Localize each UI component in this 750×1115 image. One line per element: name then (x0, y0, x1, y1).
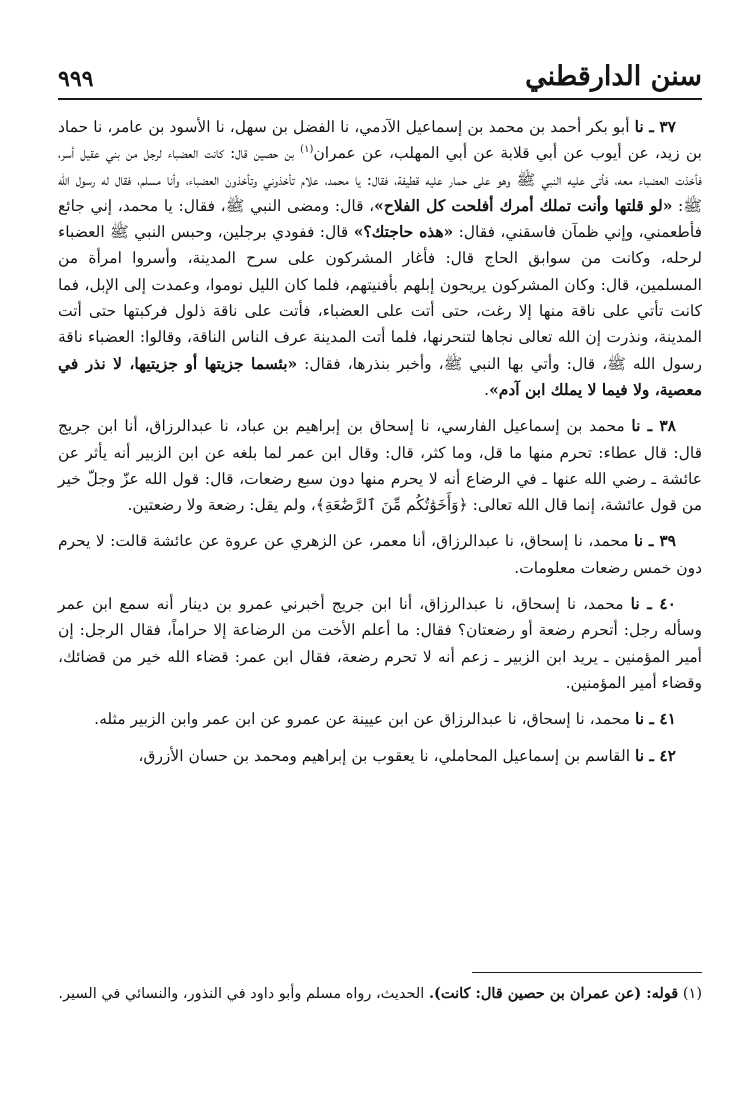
footnote-marker: (١) (682, 986, 702, 1002)
hadith-37 (58, 114, 702, 403)
hadith-number: ٤٠ ـ نا (630, 594, 676, 614)
page (58, 58, 702, 779)
narration-text: ، ولم يقل: رضعة ولا رضعتين. (127, 496, 316, 515)
hadith-number: ٣٧ ـ نا (634, 117, 676, 136)
chain-text: أبو بكر أحمد بن محمد بن إسماعيل الآدمي، نا الفضل بن سهل، نا الأسود بن عامر، نا حماد بن زيد، عن أيوب عن أبي قلابة عن أبي المهلب، عن عمران (58, 118, 702, 163)
prophetic-quote: «بئسما جزيتها أو جزيتيها، لا نذر في معصية، ولا فيما لا يملك ابن آدم» (58, 353, 702, 399)
hadith-38 (58, 413, 702, 518)
hadith-39 (58, 528, 702, 581)
footnote-1 (58, 981, 702, 1007)
footnote-text: الحديث، رواه مسلم وأبو داود في النذور، والنسائي في السير. (58, 986, 429, 1002)
quran-verse: ﴿وَأَخَوَٰتُكُم مِّنَ ٱلرَّضَٰعَةِ﴾ (315, 496, 468, 515)
narration-text: بن حصين قال: كانت العضباء لرجل من بني عقيل أسر، فأخذت العضباء معه، فأتى عليه النبي ﷺ وهو على حمار عليه قطيفة، فقال: يا محمد، علام تأخذوني وتأخذون العضباء، وأنا مسلم، فقال له رسول الله ﷺ: (58, 144, 703, 215)
hadith-41 (58, 706, 702, 732)
narration-text: محمد، نا إسحاق، نا عبدالرزاق، أنا معمر، عن الزهري عن عروة عن عائشة قالت: لا يحرم دون خمس رضعات معلومات. (58, 532, 702, 577)
page-number: ٩٩٩ (58, 66, 94, 92)
narration-text: محمد، نا إسحاق، نا عبدالرزاق، أنا ابن جريج أخبرني عمرو بن دينار أنه سمع ابن عمر وسأله رجل: أتحرم رضعة أو رضعتان؟ فقال: ما أعلم الأخت من الرضاعة إلا حراماً، فقال الرجل: إن أمير المؤمنين ـ يريد ابن الزبير ـ زعم أنه لا تحرم رضعة، فقال ابن عمر: قضاء الله خير من قضائك، وقضاء أمير المؤمنين. (58, 595, 702, 692)
prophetic-quote: «هذه حاجتك؟» (353, 222, 454, 242)
hadith-number: ٤١ ـ نا (634, 709, 676, 729)
footnote-label: قوله: (عن عمران بن حصين قال: كانت). (428, 985, 679, 1002)
book-title: سنن الدارقطني (525, 61, 702, 92)
hadith-42 (58, 743, 702, 769)
hadith-number: ٣٨ ـ نا (631, 416, 676, 436)
hadith-number: ٣٩ ـ نا (634, 531, 677, 551)
hadith-number: ٤٢ ـ نا (634, 745, 676, 765)
footnote-divider (472, 972, 702, 973)
narration-text: . (484, 380, 490, 399)
narration-text: محمد، نا إسحاق، نا عبدالرزاق عن ابن عيينة عن عمرو عن ابن عمر وابن الزبير مثله. (94, 710, 635, 729)
hadith-40 (58, 591, 702, 696)
footnotes (58, 972, 702, 1007)
prophetic-quote: «لو قلتها وأنت تملك أمرك أفلحت كل الفلاح» (374, 195, 673, 215)
narration-text: قال: ففودي برجلين، وحبس النبي ﷺ العضباء لرحله، وكانت من سوابق الحاج قال: فأغار المشركون على سرح المدينة، وأسروا امرأة من المسلمين، قال: وكان المشركون يريحون إبلهم بأفنيتهم، فلما كان الليل نوموا، وعمدت إلى الإبل، فما كانت تأتي على ناقة منها إلا رغت، حتى أتت على العضباء، فأتت على ناقة ذلول فركبتها حتى أتت المدينة، ونذرت إن الله تعالى نجاها لتنحرنها، فلما أتت المدينة عرف الناس الناقة، وقالوا: العضباء ناقة رسول الله ﷺ، قال: وأتي بها النبي ﷺ، وأخبر بنذرها، فقال: (58, 223, 702, 373)
footnote-reference: (١) (300, 144, 314, 156)
narration-text: محمد بن إسماعيل الفارسي، نا إسحاق بن إبراهيم بن عباد، نا عبدالرزاق، أنا ابن جريج قال: قال عطاء: تحرم منها ما قل، وما كثر، قال: وقال ابن عمر لما بلغه عن ابن الزبير أنه يأثر عن عائشة ـ رضي الله عنها ـ في الرضاع أنه لا يحرم منها دون سبع رضعات، قال: قول الله عزّ وجلّ خير من قول عائشة، إنما قال الله تعالى: (58, 417, 702, 515)
running-header (58, 58, 702, 100)
main-text (58, 114, 702, 769)
narration-text: ، قال: ومضى النبي ﷺ، فقال: يا محمد، إني جائع فأطعمني، وإني ظمآن فاسقني، فقال: (58, 196, 702, 242)
narration-text: القاسم بن إسماعيل المحاملي، نا يعقوب بن إبراهيم ومحمد بن حسان الأزرق، (138, 746, 635, 765)
